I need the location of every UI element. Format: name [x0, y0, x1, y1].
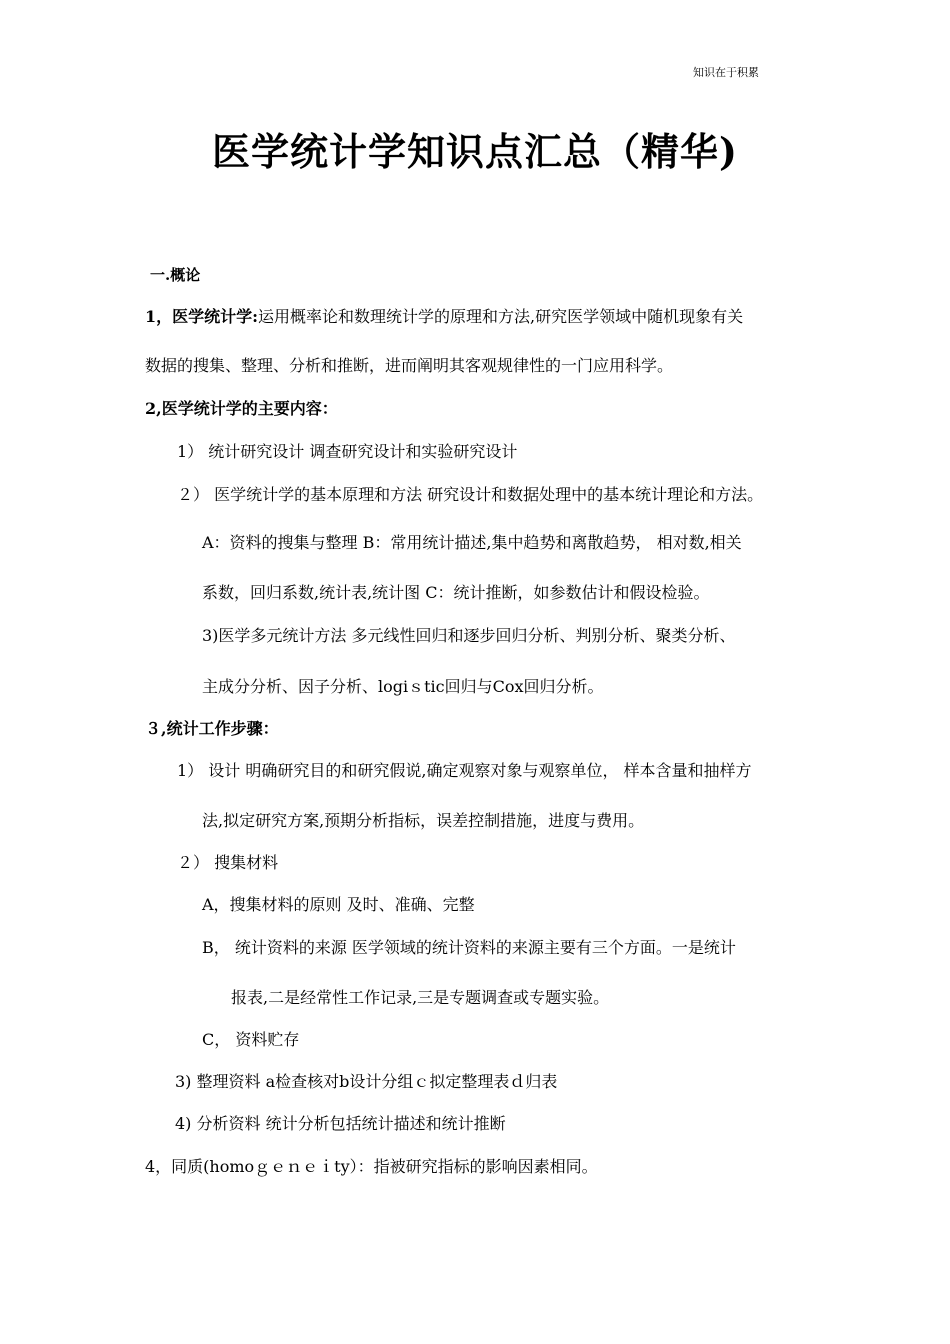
item-2-sub-2-detail-2: 系数，回归系数,统计表,统计图 C：统计推断，如参数估计和假设检验。	[202, 583, 710, 602]
page-header: 知识在于积累	[693, 66, 759, 79]
item-1-label: 1，医学统计学:	[145, 307, 259, 326]
item-1-line-2: 数据的搜集、整理、分析和推断，进而阐明其客观规律性的一门应用科学。	[145, 356, 674, 375]
item-2-heading: 2,医学统计学的主要内容：	[145, 399, 338, 418]
page-title: 医学统计学知识点汇总（精华)	[212, 129, 738, 174]
item-2-sub-3-line-2: 主成分分析、因子分析、logiｓtic回归与Cox回归分析。	[202, 677, 604, 696]
item-1-line-1	[145, 307, 743, 327]
item-3-sub-2-B-line-2: 报表,二是经常性工作记录,三是专题调查或专题实验。	[231, 988, 610, 1007]
section-heading: 一.概论	[150, 266, 201, 284]
item-3-heading: ３,统计工作步骤：	[145, 719, 279, 738]
item-3-sub-4: 4) 分析资料 统计分析包括统计描述和统计推断	[175, 1114, 506, 1133]
item-4: 4，同质(homoｇｅｎｅｉty）：指被研究指标的影响因素相同。	[145, 1157, 598, 1176]
item-3-sub-3: 3) 整理资料 a检查核对b设计分组ｃ拟定整理表ｄ归表	[175, 1072, 558, 1091]
item-1-text: 运用概率论和数理统计学的原理和方法,研究医学领域中随机现象有关	[258, 307, 744, 326]
item-2-sub-1: 1） 统计研究设计 调查研究设计和实验研究设计	[177, 442, 518, 461]
item-3-sub-2-B-line-1: B， 统计资料的来源 医学领域的统计资料的来源主要有三个方面。一是统计	[202, 938, 736, 957]
item-2-sub-2: ２） 医学统计学的基本原理和方法 研究设计和数据处理中的基本统计理论和方法。	[177, 485, 764, 504]
item-3-sub-1-line-2: 法,拟定研究方案,预期分析指标，误差控制措施，进度与费用。	[202, 811, 645, 830]
item-3-sub-2: ２） 搜集材料	[177, 853, 279, 872]
item-2-sub-3-line-1: 3)医学多元统计方法 多元线性回归和逐步回归分析、判别分析、聚类分析、	[202, 626, 736, 645]
item-3-sub-1-line-1: 1） 设计 明确研究目的和研究假说,确定观察对象与观察单位， 样本含量和抽样方	[177, 761, 752, 780]
item-3-sub-2-A: A，搜集材料的原则 及时、准确、完整	[202, 895, 475, 914]
item-2-sub-2-detail-1: A：资料的搜集与整理 B：常用统计描述,集中趋势和离散趋势， 相对数,相关	[202, 533, 742, 552]
item-3-sub-2-C: C， 资料贮存	[202, 1030, 300, 1049]
